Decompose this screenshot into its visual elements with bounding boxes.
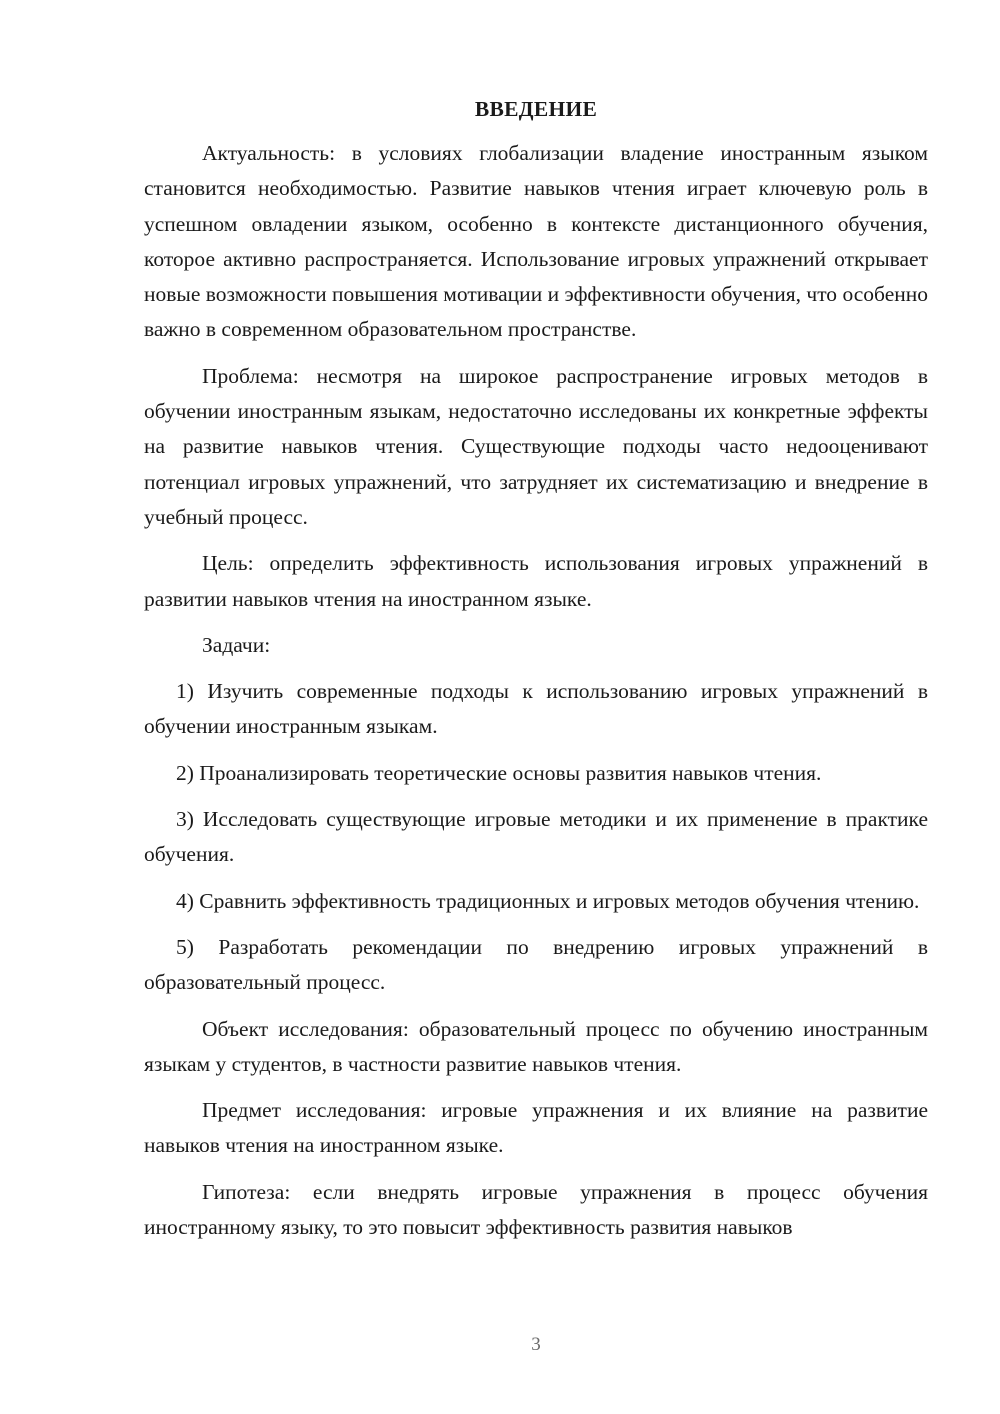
paragraph-hypothesis: Гипотеза: если внедрять игровые упражнения в процесс обучения иностранному языку, то это повысит эффективность развития навыков — [144, 1179, 928, 1240]
paragraph-problem: Проблема: несмотря на широкое распространение игровых методов в обучении иностранным языкам, недостаточно исследованы их конкретные эффекты на развитие навыков чтения. Существующие подходы часто недооценивают потенциал игровых упражнений, что затрудняет их систематизацию и внедрение в учебный процесс. — [144, 363, 928, 529]
paragraph-object: Объект исследования: образовательный процесс по обучению иностранным языкам у студентов, в частности развитие навыков чтения. — [144, 1016, 928, 1076]
page-number: 3 — [531, 1334, 541, 1355]
task-item-4: 4) Сравнить эффективность традиционных и игровых методов обучения чтению. — [176, 888, 920, 913]
task-item-5: 5) Разработать рекомендации по внедрению игровых упражнений в образовательный процесс. — [144, 934, 928, 995]
page-title: ВВЕДЕНИЕ — [474, 97, 598, 121]
paragraph-goal: Цель: определить эффективность использования игровых упражнений в развитии навыков чтения на иностранном языке. — [144, 551, 928, 611]
tasks-heading: Задачи: — [202, 632, 271, 657]
task-item-1: 1) Изучить современные подходы к использованию игровых упражнений в обучении иностранным языкам. — [144, 679, 928, 739]
task-item-2: 2) Проанализировать теоретические основы развития навыков чтения. — [176, 760, 822, 785]
paragraph-subject: Предмет исследования: игровые упражнения и их влияние на развитие навыков чтения на иностранном языке. — [144, 1098, 928, 1158]
page-content — [144, 92, 928, 1256]
paragraph-relevance: Актуальность: в условиях глобализации владение иностранным языком становится необходимостью. Развитие навыков чтения играет ключевую роль в успешном овладении языком, особенно в контексте дистанционного обучения, которое активно распространяется. Использование игровых упражнений открывает новые возможности повышения мотивации и эффективности обучения, что особенно важно в современном образовательном пространстве. — [144, 141, 928, 342]
task-item-3: 3) Исследовать существующие игровые методики и их применение в практике обучения. — [144, 807, 928, 867]
